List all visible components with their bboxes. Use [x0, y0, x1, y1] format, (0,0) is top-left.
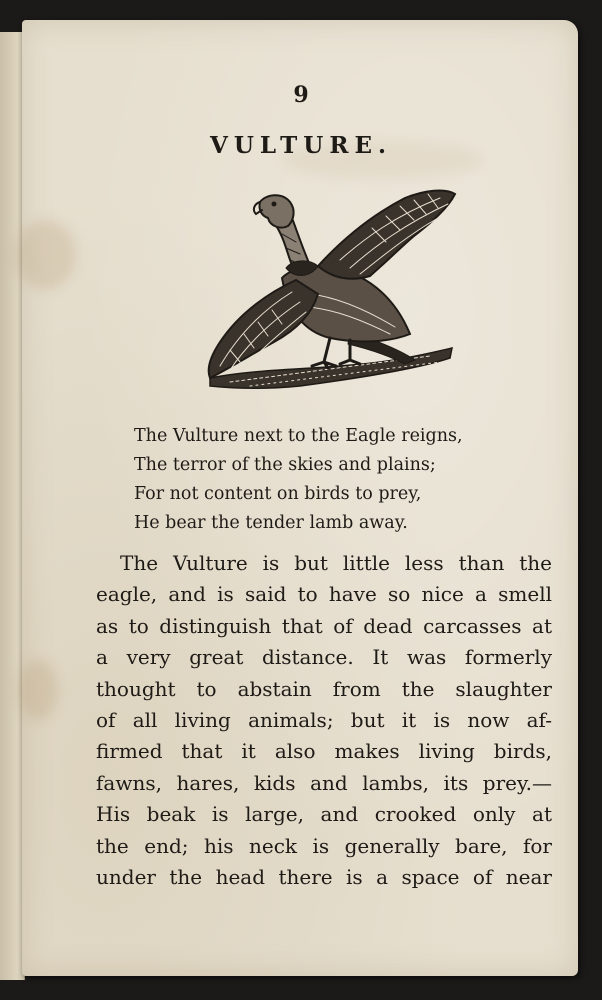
page-number: 9 — [293, 82, 309, 108]
prose-line: eagle, and is said to have so nice a smell — [96, 582, 552, 607]
page-stain — [16, 220, 76, 290]
vulture-woodcut-icon — [200, 182, 460, 394]
page-title: VULTURE. — [209, 132, 393, 159]
prose-line: firmed that it also makes living birds, — [96, 739, 552, 764]
prose-line: thought to abstain from the slaughter — [96, 676, 552, 701]
prose-line: of all living animals; but it is now af- — [96, 708, 552, 733]
prose-line: the end; his neck is generally bare, for — [96, 833, 552, 858]
body-paragraph — [96, 548, 552, 893]
verse-line: The Vulture next to the Eagle reigns, — [134, 426, 463, 446]
page-stain — [18, 660, 58, 720]
prose-line: His beak is large, and crooked only at — [96, 802, 552, 827]
prose-line: The Vulture is but little less than the — [120, 551, 552, 575]
prose-line: a very great distance. It was formerly — [96, 645, 552, 670]
verse-stanza — [134, 422, 514, 538]
verse-line: For not content on birds to prey, — [134, 484, 422, 504]
verse-line: He bear the tender lamb away. — [134, 513, 408, 533]
prose-line: under the head there is a space of near — [96, 865, 552, 890]
prose-line: as to distinguish that of dead carcasses at — [96, 613, 552, 638]
prose-line: fawns, hares, kids and lambs, its prey.— — [96, 770, 552, 795]
verse-line: The terror of the skies and plains; — [134, 455, 436, 475]
